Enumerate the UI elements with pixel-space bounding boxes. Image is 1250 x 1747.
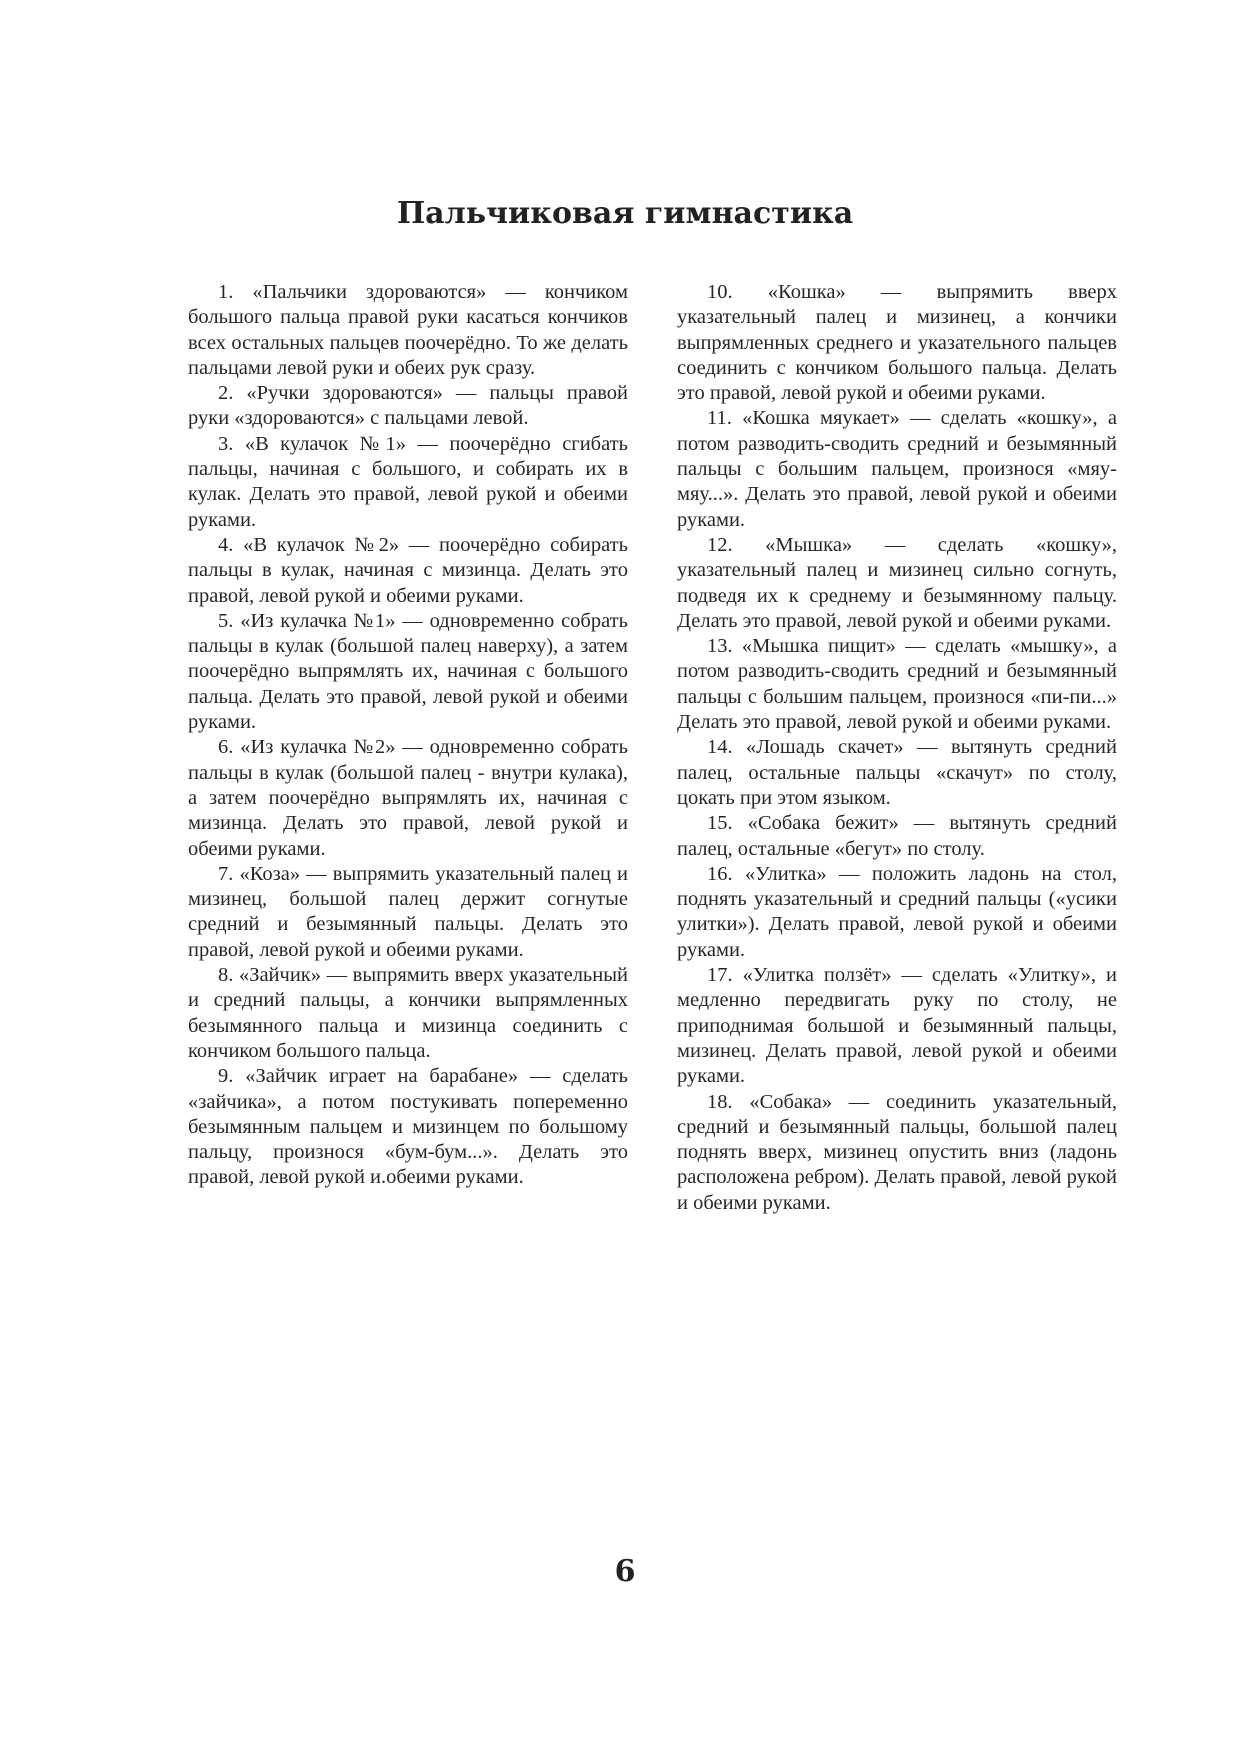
exercise-item: 5. «Из кулачка №1» — одновременно собрать пальцы в кулак (большой палец наверху), а затем поочерёдно выпрямлять их, начиная с большого пальца. Делать это правой, левой рукой и обеими руками. [188,609,628,734]
exercise-item: 12. «Мышка» — сделать «кошку», указательный палец и мизинец сильно согнуть, подведя их к среднему и безымянному пальцу. Делать это правой, левой рукой и обеими руками. [677,533,1117,632]
exercise-item: 11. «Кошка мяукает» — сделать «кошку», а потом разводить-сводить средний и безымянный пальцы с большим пальцем, произнося «мяу-мяу...». Делать это правой, левой рукой и обеими руками. [677,407,1117,531]
exercise-item: 14. «Лошадь скачет» — вытянуть средний палец, остальные пальцы «скачут» по столу, цокать при этом языком. [677,736,1117,809]
exercise-item: 13. «Мышка пищит» — сделать «мышку», а потом разводить-сводить средний и безымянный пальцы с большим пальцем, произнося «пи-пи...» Делать это правой, левой рукой и обеими руками. [677,635,1117,734]
exercise-item: 3. «В кулачок №1» — поочерёдно сгибать пальцы, начиная с большого, и собирать их в кулак. Делать это правой, левой рукой и обеими руками. [188,432,628,531]
exercise-item: 15. «Собака бежит» — вытянуть средний палец, остальные «бегут» по столу. [677,812,1117,860]
page-title: Пальчиковая гимнастика [396,196,854,231]
exercise-item: 4. «В кулачок №2» — поочерёдно собирать пальцы в кулак, начиная с мизинца. Делать это правой, левой рукой и обеими руками. [188,533,628,607]
exercise-item: 9. «Зайчик играет на барабане» — сделать «зайчика», а потом постукивать попеременно безымянным пальцем и мизинцем по большому пальцу, произнося «бум-бум...». Делать это правой, левой рукой и.обеими руками. [188,1065,628,1189]
exercise-item: 18. «Собака» — соединить указательный, средний и безымянный пальцы, большой палец поднять вверх, мизинец опустить вниз (ладонь расположена ребром). Делать правой, левой рукой и обеими руками. [677,1090,1117,1214]
exercise-item: 8. «Зайчик» — выпрямить вверх указательный и средний пальцы, а кончики выпрямленных безымянного пальца и мизинца соединить с кончиком большого пальца. [188,964,628,1062]
left-column [188,280,628,1191]
exercise-item: 7. «Коза» — выпрямить указательный палец и мизинец, большой палец держит согнутые средний и безымянный пальцы. Делать это правой, левой рукой и обеими руками. [188,862,628,961]
page-number: 6 [614,1554,636,1589]
exercise-item: 10. «Кошка» — выпрямить вверх указательный палец и мизинец, а кончики выпрямленных среднего и указательного пальцев соединить с кончиком большого пальца. Делать это правой, левой рукой и обеими руками. [677,281,1117,405]
exercise-item: 2. «Ручки здороваются» — пальцы правой руки «здороваются» с пальцами левой. [188,382,628,430]
exercise-item: 17. «Улитка ползёт» — сделать «Улитку», и медленно передвигать руку по столу, не приподнимая большой и безымянный пальцы, мизинец. Делать правой, левой рукой и обеими руками. [677,964,1117,1088]
exercise-item: 1. «Пальчики здороваются» — кончиком большого пальца правой руки касаться кончиков всех остальных пальцев поочерёдно. То же делать пальцами левой руки и обеих рук сразу. [188,281,628,379]
exercise-item: 6. «Из кулачка №2» — одновременно собрать пальцы в кулак (большой палец - внутри кулака), а затем поочерёдно выпрямлять их, начиная с мизинца. Делать это правой, левой рукой и обеими руками. [188,736,628,860]
exercise-item: 16. «Улитка» — положить ладонь на стол, поднять указательный и средний пальцы («усики улитки»). Делать правой, левой рукой и обеими руками. [677,862,1117,961]
right-column [677,280,1117,1216]
